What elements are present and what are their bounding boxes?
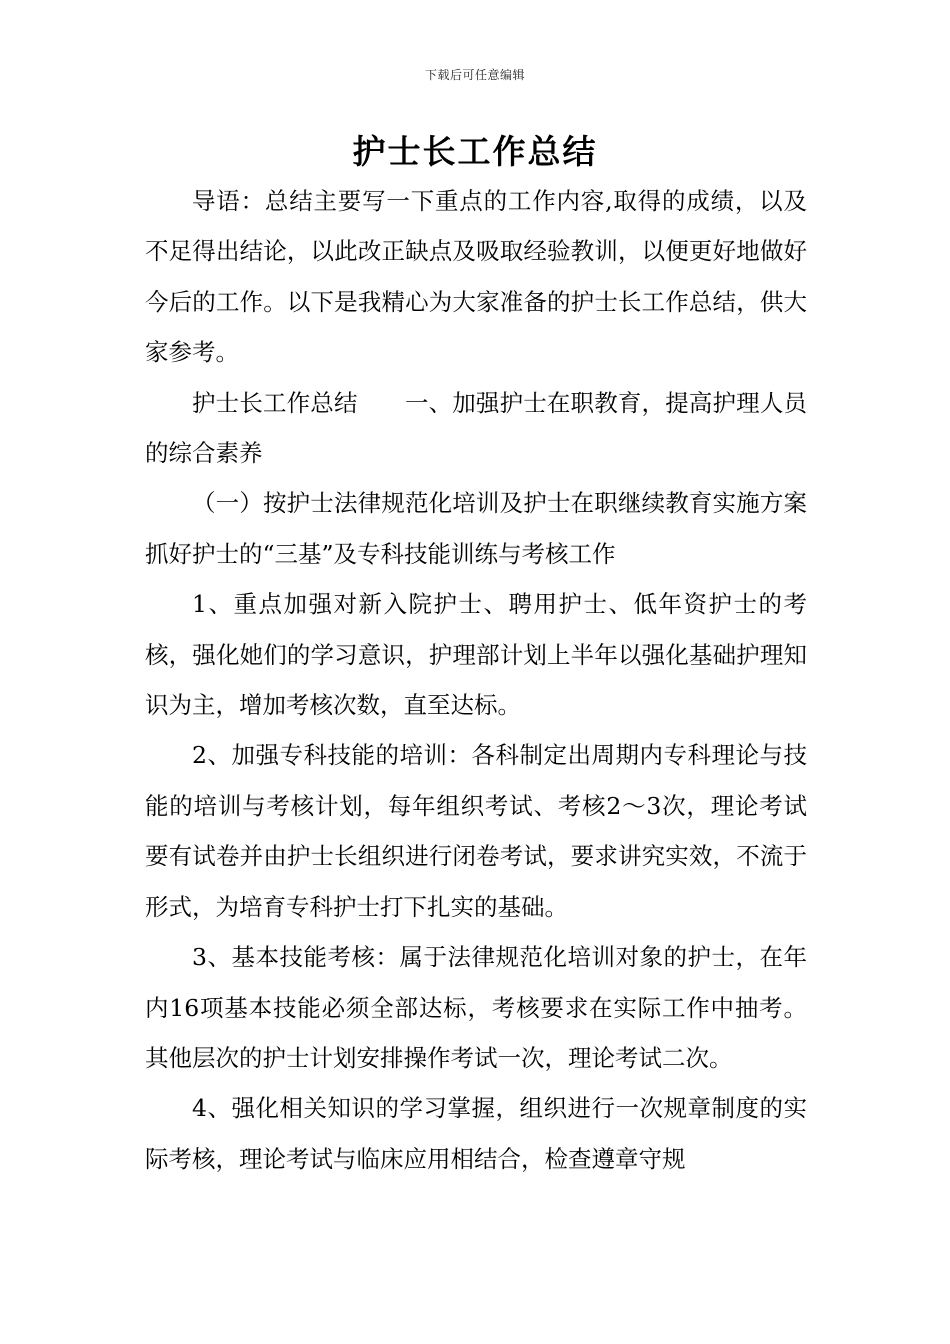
document-title: 护士长工作总结	[352, 132, 598, 171]
document-body	[145, 176, 807, 1184]
intro-paragraph: 导语：总结主要写一下重点的工作内容,取得的成绩，以及不足得出结论，以此改正缺点及吸取经验教训，以便更好地做好今后的工作。以下是我精心为大家准备的护士长工作总结，供大家参考。	[145, 187, 807, 367]
subsection-heading-paragraph: （一）按护士法律规范化培训及护士在职继续教育实施方案抓好护士的“三基”及专科技能训练与考核工作	[145, 489, 807, 568]
section-heading-paragraph: 护士长工作总结 一、加强护士在职教育，提高护理人员的综合素养	[145, 388, 807, 468]
item-3-paragraph: 3、基本技能考核：属于法律规范化培训对象的护士，在年内16项基本技能必须全部达标，考核要求在实际工作中抽考。其他层次的护士计划安排操作考试一次，理论考试二次。	[145, 943, 807, 1072]
item-4-paragraph: 4、强化相关知识的学习掌握，组织进行一次规章制度的实际考核，理论考试与临床应用相结合，检查遵章守规	[145, 1094, 807, 1173]
header-note: 下载后可任意编辑	[424, 68, 525, 82]
item-2-paragraph: 2、加强专科技能的培训：各科制定出周期内专科理论与技能的培训与考核计划，每年组织考试、考核2～3次，理论考试要有试卷并由护士长组织进行闭卷考试，要求讲究实效，不流于形式，为培育专科护士打下扎实的基础。	[145, 741, 807, 921]
item-1-paragraph: 1、重点加强对新入院护士、聘用护士、低年资护士的考核，强化她们的学习意识，护理部计划上半年以强化基础护理知识为主，增加考核次数，直至达标。	[145, 590, 807, 720]
